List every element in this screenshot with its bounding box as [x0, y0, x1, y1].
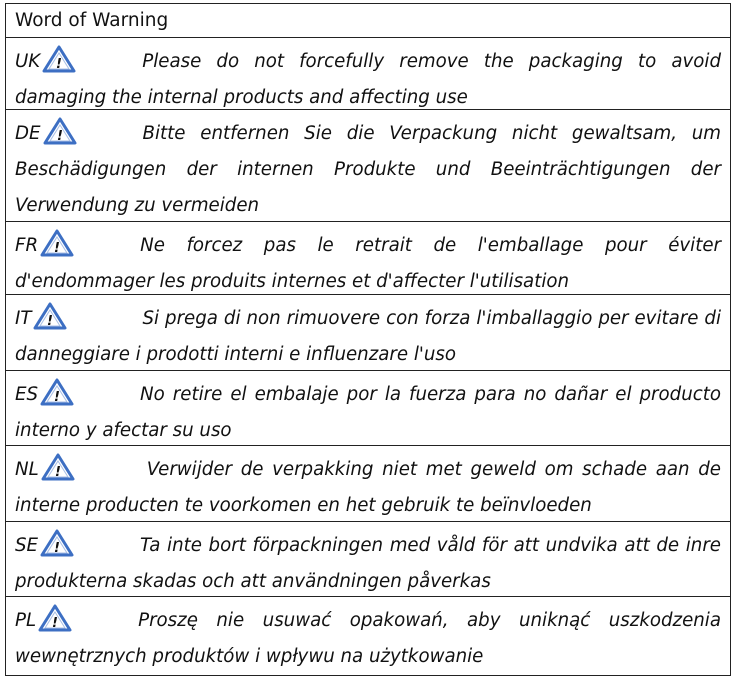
- warning-text: Verwijder de verpakking niet met geweld om schade aan de interne producten te voorkomen en het gebruik te beïnvloeden: [15, 459, 721, 516]
- row-es: [6, 371, 730, 446]
- svg-text:!: !: [54, 390, 61, 405]
- row-pl: [6, 597, 730, 673]
- warning-triangle-icon: [40, 229, 74, 257]
- warning-triangle-icon: [40, 378, 74, 406]
- warning-triangle-icon: [40, 529, 74, 557]
- language-code: ES: [15, 384, 39, 405]
- row-se: [6, 522, 730, 597]
- language-code: FR: [15, 235, 39, 256]
- svg-text:!: !: [52, 616, 59, 631]
- svg-text:!: !: [56, 129, 63, 144]
- warning-triangle-icon: [41, 453, 75, 481]
- svg-text:!: !: [56, 57, 63, 72]
- row-de: [6, 110, 730, 222]
- language-code: UK: [15, 51, 41, 72]
- warning-text: Proszę nie usuwać opakowań, aby uniknąć uszkodzenia wewnętrznych produktów i wpływu na użytkowanie: [15, 610, 721, 667]
- warning-triangle-icon: [38, 604, 72, 632]
- svg-text:!: !: [54, 241, 61, 256]
- row-fr: [6, 222, 730, 295]
- warning-text: Please do not forcefully remove the packaging to avoid damaging the internal products and affecting use: [15, 51, 721, 108]
- language-code: SE: [15, 535, 39, 556]
- language-code: PL: [15, 610, 37, 631]
- table-header: [6, 4, 730, 38]
- table-title: Word of Warning: [15, 10, 169, 31]
- warning-text: Bitte entfernen Sie die Verpackung nicht gewaltsam, um Beschädigungen der internen Produkte und Beeinträchtigungen der Verwendung zu vermeiden: [15, 123, 721, 216]
- row-uk: [6, 38, 730, 110]
- row-it: [6, 295, 730, 371]
- svg-text:!: !: [54, 541, 61, 556]
- warning-triangle-icon: [43, 117, 77, 145]
- warning-text: Si prega di non rimuovere con forza l'imballaggio per evitare di danneggiare i prodotti interni e influenzare l'uso: [15, 308, 721, 365]
- svg-text:!: !: [47, 314, 54, 329]
- language-code: DE: [15, 123, 41, 144]
- warning-text: Ne forcez pas le retrait de l'emballage pour éviter d'endommager les produits internes et d'affecter l'utilisation: [15, 235, 721, 292]
- warning-triangle-icon: [42, 45, 76, 73]
- warning-text: Ta inte bort förpackningen med våld för att undvika att de inre produkterna skadas och att användningen påverkas: [15, 535, 721, 592]
- warning-text: No retire el embalaje por la fuerza para no dañar el producto interno y afectar su uso: [15, 384, 721, 441]
- row-nl: [6, 446, 730, 522]
- language-code: NL: [15, 459, 39, 480]
- svg-text:!: !: [54, 465, 61, 480]
- language-code: IT: [15, 308, 32, 329]
- warning-triangle-icon: [33, 302, 67, 330]
- warning-table: [5, 3, 731, 676]
